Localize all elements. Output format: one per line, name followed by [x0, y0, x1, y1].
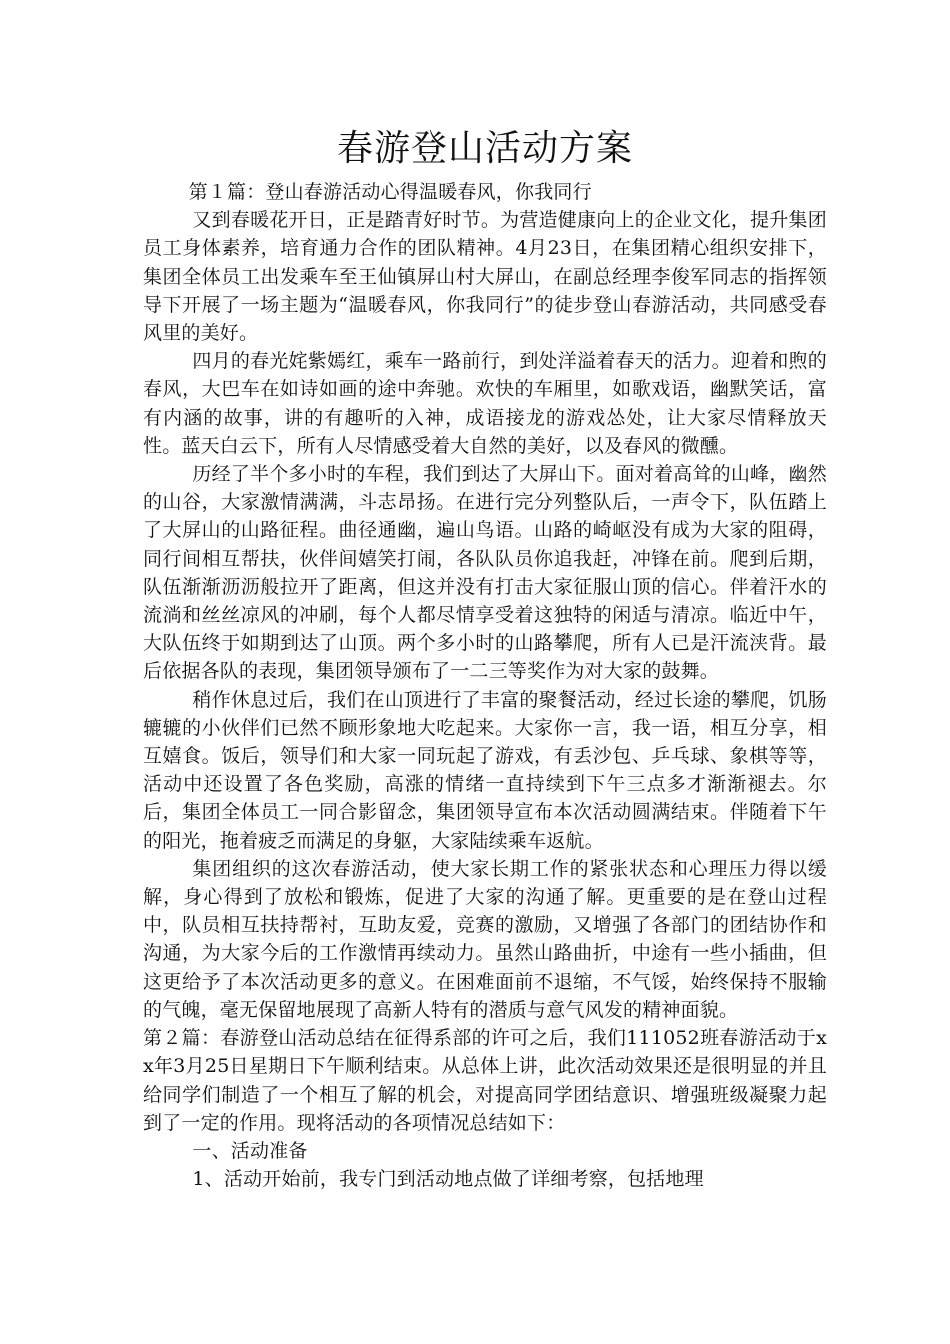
paragraph: 稍作休息过后，我们在山顶进行了丰富的聚餐活动，经过长途的攀爬，饥肠辘辘的小伙伴们已然不顾形象地大吃起来。大家你一言，我一语，相互分享，相互嬉食。饭后，领导们和大家一同玩起了游戏，有丢沙包、乒乓球、象棋等等，活动中还设置了各色奖励，高涨的情绪一直持续到下午三点多才渐渐褪去。尔后，集团全体员工一同合影留念，集团领导宣布本次活动圆满结束。伴随着下午的阳光，拖着疲乏而满足的身躯，大家陆续乘车返航。 [143, 688, 827, 852]
section-2-paragraph: 第２篇：春游登山活动总结在征得系部的许可之后，我们111052班春游活动于xx年3月25日星期日下午顺利结束。从总体上讲，此次活动效果还是很明显的并且给同学们制造了一个相互了解的机会，对提高同学团结意识、增强班级凝聚力起到了一定的作用。现将活动的各项情况总结如下： [143, 1027, 827, 1134]
subheading: 一、活动准备 [192, 1139, 308, 1162]
paragraph: 又到春暖花开日，正是踏青好时节。为营造健康向上的企业文化，提升集团员工身体素养，培育通力合作的团队精神。4月23日，在集团精心组织安排下，集团全体员工出发乘车至王仙镇屏山村大屏山，在副总经理李俊军同志的指挥领导下开展了一场主题为“温暖春风，你我同行”的徒步登山春游活动，共同感受春风里的美好。 [143, 209, 827, 345]
paragraph: 历经了半个多小时的车程，我们到达了大屏山下。面对着高耸的山峰，幽然的山谷，大家激情满满，斗志昂扬。在进行完分列整队后，一声令下，队伍踏上了大屏山的山路征程。曲径通幽，遍山鸟语。山路的崎岖没有成为大家的阻碍，同行间相互帮扶，伙伴间嬉笑打闹，各队队员你追我赶，冲锋在前。爬到后期，队伍渐渐沥沥般拉开了距离，但这并没有打击大家征服山顶的信心。伴着汗水的流淌和丝丝凉风的冲刷，每个人都尽情享受着这独特的闲适与清凉。临近中午，大队伍终于如期到达了山顶。两个多小时的山路攀爬，所有人已是汗流浃背。最后依据各队的表现，集团领导颁布了一二三等奖作为对大家的鼓舞。 [143, 463, 827, 683]
document-title: 春游登山活动方案 [336, 128, 633, 169]
document-page [143, 120, 827, 1193]
section-1-heading: 第１篇：登山春游活动心得温暖春风，你我同行 [188, 181, 592, 203]
paragraph: 集团组织的这次春游活动，使大家长期工作的紧张状态和心理压力得以缓解，身心得到了放松和锻炼，促进了大家的沟通了解。更重要的是在登山过程中，队员相互扶持帮衬，互助友爱，竞赛的激励，又增强了各部门的团结协作和沟通，为大家今后的工作激情再续动力。虽然山路曲折，中途有一些小插曲，但这更给予了本次活动更多的意义。在困难面前不退缩，不气馁，始终保持不服输的气魄，毫无保留地展现了高新人特有的潜质与意气风发的精神面貌。 [143, 857, 827, 1021]
paragraph: 1、活动开始前，我专门到活动地点做了详细考察，包括地理 [192, 1168, 704, 1191]
paragraph: 四月的春光姹紫嫣红，乘车一路前行，到处洋溢着春天的活力。迎着和煦的春风，大巴车在如诗如画的途中奔驰。欢快的车厢里，如歌戏语，幽默笑话，富有内涵的故事，讲的有趣听的入神，成语接龙的游戏怂处，让大家尽情释放天性。蓝天白云下，所有人尽情感受着大自然的美好，以及春风的微醺。 [143, 350, 827, 457]
